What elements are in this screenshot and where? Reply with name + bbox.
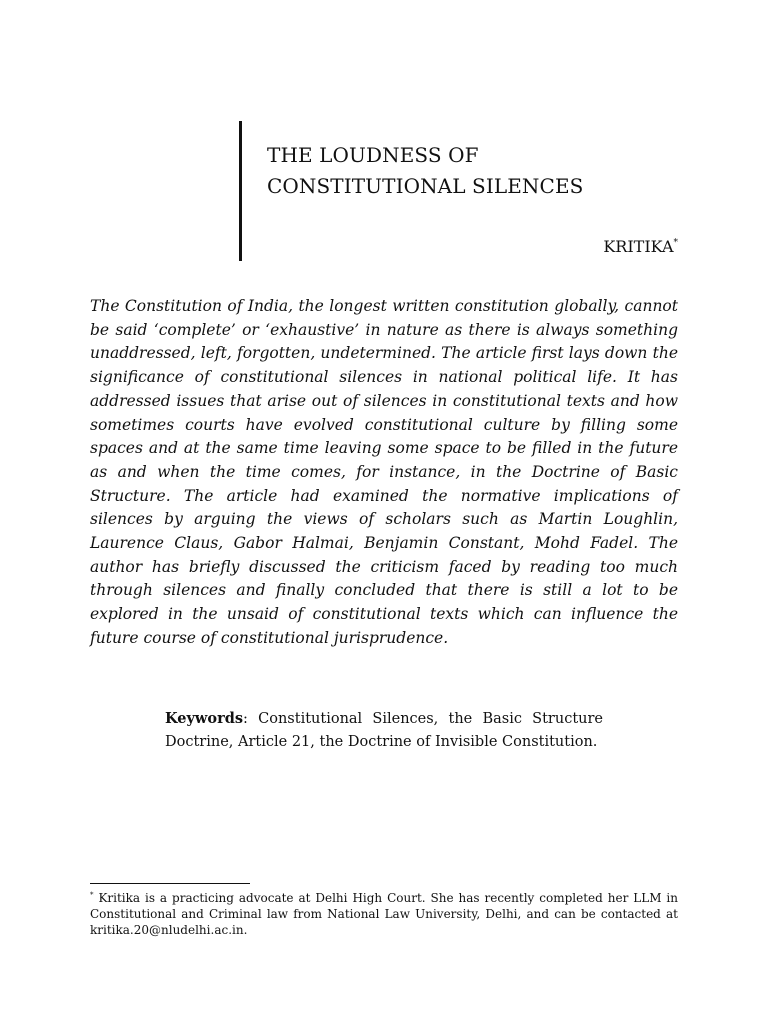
keywords-separator: : (243, 711, 259, 727)
abstract-paragraph: The Constitution of India, the longest written constitution globally, cannot be said ‘complete’ or ‘exhaustive’ in nature as there is always something unaddressed, left, forgotten, undetermined. The article first lays down the significance of constitutional silences in national political life. It has addressed issues that arise out of silences in constitutional texts and how sometimes courts have evolved constitutional culture by filling some spaces and at the same time leaving some space to be filled in the future as and when the time comes, for instance, in the Doctrine of Basic Structure. The article had examined the normative implications of silences by arguing the views of scholars such as Martin Loughlin, Laurence Claus, Gabor Halmai, Benjamin Constant, Mohd Fadel. The author has briefly discussed the criticism faced by reading too much through silences and finally concluded that there is still a lot to be explored in the unsaid of constitutional texts which can influence the future course of constitutional jurisprudence. (90, 297, 678, 647)
author-footnote-mark: * (673, 238, 678, 248)
footnote (90, 887, 678, 938)
title-vertical-rule (239, 121, 242, 261)
article-title-line-2: CONSTITUTIONAL SILENCES (267, 174, 584, 198)
footnote-text: Kritika is a practicing advocate at Delhi High Court. She has recently completed her LLM in Constitutional and Criminal law from National Law University, Delhi, and can be contacted at kritika.20@nludelhi.ac.in. (90, 891, 678, 937)
footnote-mark: * (90, 891, 94, 899)
footnote-divider (90, 883, 250, 884)
author-name (603, 233, 678, 257)
article-title (267, 140, 687, 202)
author-name-text: KRITIKA (603, 237, 674, 256)
article-title-line-1: THE LOUDNESS OF (267, 143, 479, 167)
keywords-paragraph (165, 707, 603, 754)
keywords-text: Constitutional Silences, the Basic Structure Doctrine, Article 21, the Doctrine of Invisible Constitution. (165, 711, 603, 750)
keywords-label: Keywords (165, 710, 244, 727)
